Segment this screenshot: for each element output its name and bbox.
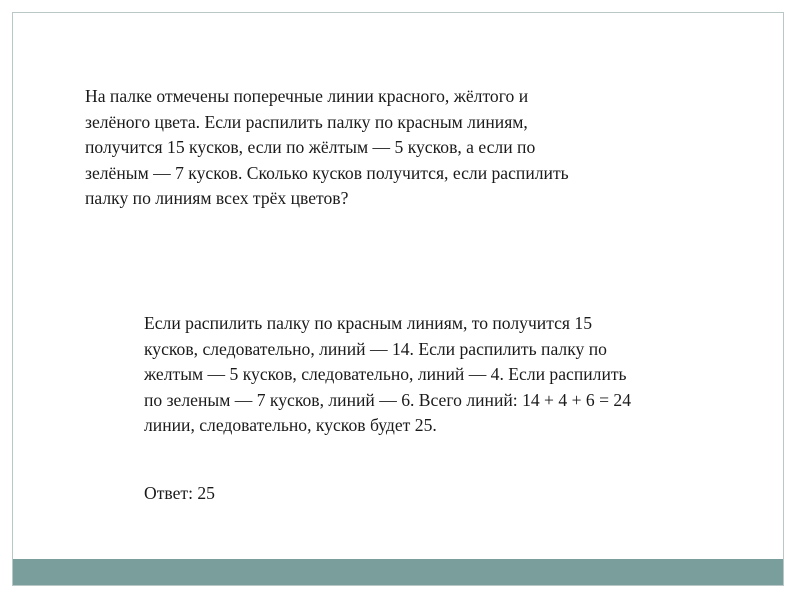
solution-line: кусков, следовательно, линий — 14. Если распилить палку по xyxy=(144,338,607,359)
answer-text: Ответ: 25 xyxy=(144,483,215,503)
solution-text xyxy=(144,311,724,439)
solution-line: линии, следовательно, кусков будет 25. xyxy=(144,415,437,435)
footer-bar xyxy=(13,559,783,585)
problem-line: зелёным — 7 кусков. Сколько кусков получится, если распилить xyxy=(85,162,569,183)
slide xyxy=(12,12,784,586)
solution-line: Если распилить палку по красным линиям, то получится 15 xyxy=(144,313,593,333)
solution-line: желтым — 5 кусков, следовательно, линий — 4. Если распилить xyxy=(144,364,627,384)
problem-line: получится 15 кусков, если по жёлтым — 5 кусков, а если по xyxy=(85,137,536,157)
solution-line: по зеленым — 7 кусков, линий — 6. Всего линий: 14 + 4 + 6 = 24 xyxy=(144,389,632,410)
problem-text xyxy=(85,84,685,212)
problem-line: палку по линиям всех трёх цветов? xyxy=(85,188,349,208)
problem-line: На палке отмечены поперечные линии красного, жёлтого и xyxy=(85,86,529,106)
problem-line: зелёного цвета. Если распилить палку по красным линиям, xyxy=(85,111,528,132)
